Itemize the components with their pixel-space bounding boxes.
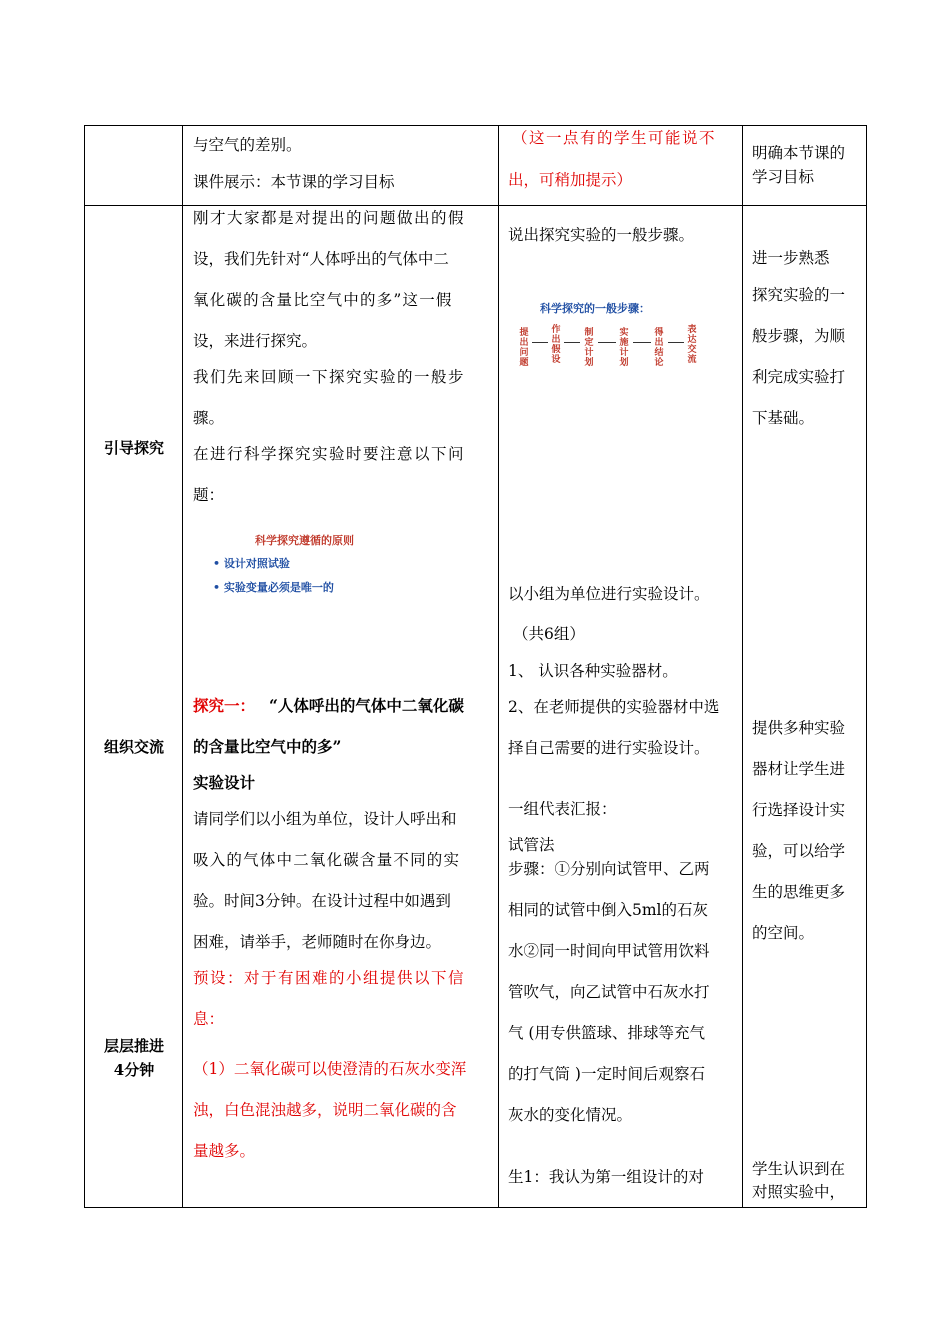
row1-col4-line1: 明确本节课的 (752, 144, 846, 162)
principles-title: 科学探究遵循的原则 (255, 534, 354, 547)
col2-p2-line2: 骤。 (193, 409, 225, 427)
preset-line1: 预设：对于有困难的小组提供以下信 (193, 969, 466, 987)
table-border-row (84, 205, 867, 206)
step-4: 实施计划 (619, 328, 629, 368)
table-divider-3 (742, 125, 743, 1208)
col2-p4-line2: 吸入的气体中二氧化碳含量不同的实 (193, 851, 461, 869)
row1-col2-line1: 与空气的差别。 (193, 136, 302, 154)
col3-p8: 生1：我认为第一组设计的对 (508, 1168, 704, 1186)
col3-p1: 以小组为单位进行实验设计。 (508, 585, 710, 603)
hint-line1: （1）二氧化碳可以使澄清的石灰水变浑 (193, 1060, 467, 1078)
step-connector-5 (668, 342, 684, 343)
col3-p3: 1、 认识各种实验器材。 (508, 662, 678, 680)
col4-p1-line1: 进一步熟悉 (752, 249, 830, 267)
principles-item-1: • 设计对照试验 (213, 557, 290, 570)
step-5: 得出结论 (654, 328, 664, 368)
preset-line2: 息： (193, 1010, 225, 1028)
hint-line3: 量越多。 (193, 1142, 256, 1160)
col2-p1-line1: 刚才大家都是对提出的问题做出的假 (193, 209, 466, 227)
col3-p4-line1: 2、在老师提供的实验器材中选 (508, 698, 720, 716)
col3-p6: 试管法 (508, 836, 555, 854)
step-2: 作出假设 (551, 325, 561, 365)
col3-p2: （共6组） (513, 625, 585, 643)
step-1: 提出问题 (519, 328, 529, 368)
col2-p3-line1: 在进行科学探究实验时要注意以下问 (193, 445, 466, 463)
stage-label-progress: 层层推进 (103, 1037, 164, 1055)
table-divider-2 (498, 125, 499, 1208)
row1-col3-line1: （这一点有的学生可能说不 (512, 129, 717, 147)
step-6: 表达交流 (687, 325, 697, 365)
table-border-right (866, 125, 867, 1208)
col4-p3-line1: 学生认识到在 (752, 1160, 846, 1178)
col3-intro: 说出探究实验的一般步骤。 (508, 226, 695, 244)
hint-line2: 浊，白色混浊越多，说明二氧化碳的含 (193, 1101, 457, 1119)
col3-p4-line2: 择自己需要的进行实验设计。 (508, 739, 710, 757)
col2-p1-line4: 设，来进行探究。 (193, 332, 318, 350)
table-border-left (84, 125, 85, 1208)
inquiry-line1 (193, 696, 464, 716)
stage-label-organize: 组织交流 (103, 738, 164, 756)
col4-p1-line4: 利完成实验打 (752, 368, 846, 386)
inquiry-question-part1: “人体呼出的气体中二氧化碳 (269, 696, 464, 715)
step-connector-2 (564, 342, 580, 343)
stage-label-guide: 引导探究 (103, 439, 164, 457)
step-3: 制定计划 (584, 328, 594, 368)
col2-p4-line3: 验。时间3分钟。在设计过程中如遇到 (193, 892, 451, 910)
table-border-top (84, 125, 867, 126)
principles-slide (205, 528, 465, 598)
col4-p2-line5: 生的思维更多 (752, 883, 846, 901)
step-connector-4 (633, 342, 651, 343)
step-connector-1 (532, 342, 548, 343)
col4-p3-line2: 对照实验中， (752, 1183, 846, 1201)
col3-p7-line4: 管吹气，向乙试管中石灰水打 (508, 983, 710, 1001)
row1-col3-line2: 出，可稍加提示） (508, 171, 633, 189)
inquiry-line2: 的含量比空气中的多” (193, 737, 342, 756)
col4-p2-line1: 提供多种实验 (752, 719, 846, 737)
stage-label-duration: 4分钟 (113, 1061, 155, 1079)
inquiry-prefix: 探究一： (193, 696, 256, 715)
table-border-bottom (84, 1207, 867, 1208)
steps-diagram (510, 295, 725, 375)
table-divider-1 (182, 125, 183, 1208)
col3-p7-line7: 灰水的变化情况。 (508, 1106, 633, 1124)
col2-p4-line1: 请同学们以小组为单位，设计人呼出和 (193, 810, 457, 828)
row1-col4-line2: 学习目标 (752, 168, 815, 186)
col4-p2-line4: 验，可以给学 (752, 842, 846, 860)
col2-p1-line3: 氧化碳的含量比空气中的多”这一假 (193, 291, 453, 309)
col3-p7-line5: 气 (用专供篮球、排球等充气 (508, 1024, 705, 1042)
col4-p2-line3: 行选择设计实 (752, 801, 846, 819)
col4-p1-line3: 般步骤，为顺 (752, 327, 846, 345)
col3-p7-line3: 水②同一时间向甲试管用饮料 (508, 942, 710, 960)
col2-p3-line2: 题： (193, 486, 225, 504)
col2-p4-line4: 困难，请举手，老师随时在你身边。 (193, 933, 442, 951)
col3-p7-line1: 步骤：①分别向试管甲、乙两 (508, 860, 710, 878)
col2-p2-line1: 我们先来回顾一下探究实验的一般步 (193, 368, 466, 386)
principles-item-2: • 实验变量必须是唯一的 (213, 581, 334, 594)
col4-p1-line2: 探究实验的一 (752, 286, 846, 304)
col3-p7-line6: 的打气筒 )一定时间后观察石 (508, 1065, 705, 1083)
col4-p1-line5: 下基础。 (752, 409, 815, 427)
col3-p5: 一组代表汇报： (508, 800, 617, 818)
step-connector-3 (598, 342, 616, 343)
col2-p1-line2: 设，我们先针对“人体呼出的气体中二 (193, 250, 449, 268)
steps-title: 科学探究的一般步骤： (540, 302, 650, 315)
design-title: 实验设计 (193, 773, 256, 792)
col4-p2-line6: 的空间。 (752, 924, 815, 942)
row1-col2-line2: 课件展示：本节课的学习目标 (193, 173, 395, 191)
col3-p7-line2: 相同的试管中倒入5ml的石灰 (508, 901, 709, 919)
col4-p2-line2: 器材让学生进 (752, 760, 846, 778)
